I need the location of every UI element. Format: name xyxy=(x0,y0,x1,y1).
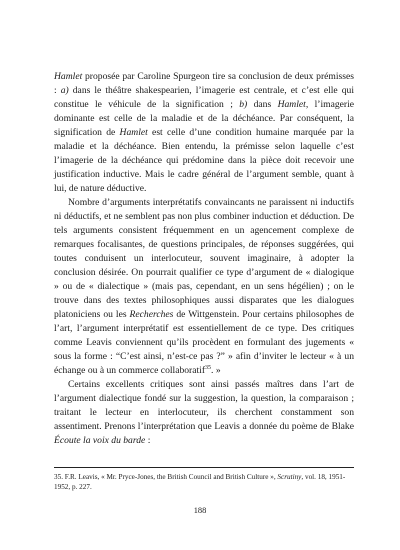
italic-text: Scrutiny xyxy=(277,473,302,481)
footnote xyxy=(54,472,354,492)
body-text xyxy=(54,70,354,448)
footnote-text xyxy=(54,472,354,492)
text-run: proposée par Caroline Spurgeon tire sa conclusion de deux prémisses : xyxy=(54,71,354,96)
text-run: , vol. 18, 1951-1952, p. 227. xyxy=(54,473,346,491)
text-run: , l’imagerie dominante est celle de la maladie et de la déchéance. Par conséquent, la signification de xyxy=(54,99,354,138)
text-run: dans xyxy=(247,99,278,110)
italic-text: Recherches xyxy=(129,309,174,320)
text-run: Certains excellents critiques sont ainsi passés maîtres dans l’art de l’argument dialectique fondé sur la suggestion, la question, la comparaison ; traitant le lecteur en interlocuteur, ils cherchent constamment son assentiment. Prenons l’interprétation que Leavis a donnée du poème de Blake xyxy=(54,379,354,432)
paragraph xyxy=(54,70,354,196)
italic-text: Hamlet xyxy=(54,71,83,82)
text-run: : xyxy=(145,435,151,446)
italic-text: Hamlet xyxy=(277,99,306,110)
italic-text: Hamlet xyxy=(119,127,148,138)
italic-text: Écoute la voix du barde xyxy=(54,435,146,446)
text-run: de Wittgenstein. Pour certains philosophes de l’art, l’argument interprétatif est essentiellement de ce type. Des critiques comme Leavis conviennent qu’ils procèdent en formulant des jugements « sous la forme : “C’est ainsi, n’est-ce pas ?” » afin d’inviter le lecteur « à un échange ou à un commerce collaboratif xyxy=(54,309,354,376)
text-run: Nombre d’arguments interprétatifs convaincants ne paraissent ni inductifs ni déductifs, et ne semblent pas non plus combiner induction et déduction. De tels arguments consistent fréquemment en un agencement complexe de remarques focalisantes, de questions principales, de réponses suggérées, qui toutes conduisent un interlocuteur, souvent imaginaire, à adopter la conclusion désirée. On pourrait qualifier ce type d’argument de « dialogique » ou de « dialectique » (mais pas, cependant, en un sens hégélien) ; on le trouve dans des textes philosophiques aussi disparates que les dialogues platoniciens ou les xyxy=(54,197,354,320)
paragraph xyxy=(54,196,354,378)
page-number: 188 xyxy=(193,506,207,515)
footnote-separator xyxy=(54,467,354,468)
paragraph xyxy=(54,378,354,448)
text-run: est celle d’une condition humaine marquée par la maladie et la déchéance. Bien entendu, la prémisse selon laquelle c’est l’imagerie de la déchéance qui prédomine dans la pièce doit recevoir une justification inductive. Mais le cadre général de l’argument semble, quant à lui, de nature déductive. xyxy=(54,127,354,194)
footnote-reference: 35 xyxy=(205,364,212,371)
text-run: . » xyxy=(211,365,221,376)
italic-text: a) xyxy=(60,85,69,96)
text-run: dans le théâtre shakespearien, l’imagerie est centrale, et c’est elle qui constitue le véhicule de la signification ; xyxy=(54,85,354,110)
text-run: 35. F.R. Leavis, « Mr. Pryce-Jones, the British Council and British Culture », xyxy=(54,473,278,481)
italic-text: b) xyxy=(239,99,248,110)
